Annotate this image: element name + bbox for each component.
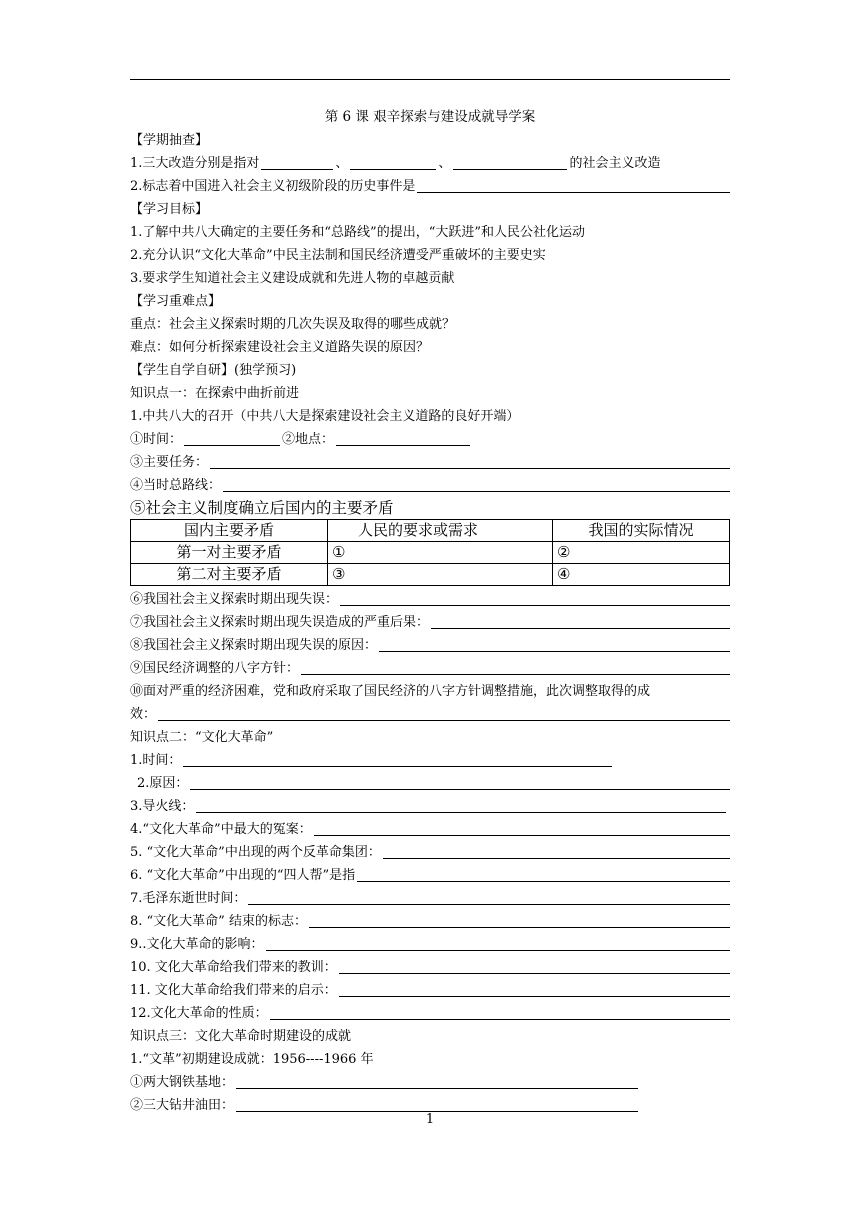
kp2-q12: 12.文化大革命的性质： [130,1000,730,1023]
section-review: 【学期抽查】 [130,133,209,148]
answer-blank[interactable] [158,703,730,721]
answer-blank[interactable] [190,772,730,790]
goal-3: 3.要求学生知道社会主义建设成就和先进人物的卓越贡献 [130,271,455,286]
answer-blank[interactable] [270,1002,730,1020]
table-row [131,564,730,586]
table-header: 人民的要求或需求 [328,520,553,542]
kp2-q6: 6. “文化大革命”中出现的“四人帮”是指 [130,862,730,885]
answer-blank[interactable] [383,841,730,859]
answer-blank[interactable] [184,428,280,446]
answer-blank[interactable] [339,979,730,997]
kp2-q4: 4.“文化大革命”中最大的冤案： [130,816,730,839]
answer-blank[interactable] [431,611,730,629]
kp2-q5: 5. “文化大革命”中出现的两个反革命集团： [130,839,730,862]
section-keypoints: 【学习重难点】 [130,294,222,309]
answer-blank[interactable] [266,933,730,951]
kp1-q8: ⑧我国社会主义探索时期出现失误的原因： [130,632,730,655]
table-cell[interactable]: ③ [328,564,553,586]
review-question-1: 1.三大改造分别是指对 、 、 的社会主义改造 [130,150,730,173]
table-header: 国内主要矛盾 [131,520,328,542]
kp2-q7: 7.毛泽东逝世时间： [130,885,730,908]
table-cell: 第一对主要矛盾 [131,542,328,564]
answer-blank[interactable] [339,956,730,974]
answer-blank[interactable] [336,428,470,446]
goal-1: 1.了解中共八大确定的主要任务和“总路线”的提出，“大跃进”和人民公社化运动 [130,225,585,240]
document-content [130,104,730,1115]
knowledge-point-3: 知识点三：文化大革命时期建设的成就 [130,1029,352,1044]
answer-blank[interactable] [379,634,730,652]
kp1-time-place: ①时间： ②地点： [130,426,730,449]
difficult-point: 难点：如何分析探索建设社会主义道路失误的原因？ [130,340,430,355]
document-page [130,0,730,1216]
answer-blank[interactable] [236,1071,638,1089]
answer-blank[interactable] [183,749,612,767]
review-question-2: 2.标志着中国进入社会主义初级阶段的历史事件是 [130,173,730,196]
answer-blank[interactable] [301,657,730,675]
goal-2: 2.充分认识“文化大革命”中民主法制和国民经济遭受严重破坏的主要史实 [130,248,546,263]
kp2-q2: 2.原因： [130,770,730,793]
kp3-item-1: 1.“文革”初期建设成就：1956----1966 年 [130,1052,374,1067]
answer-blank[interactable] [350,152,436,170]
contradiction-table [130,519,730,586]
answer-blank[interactable] [314,818,730,836]
answer-blank[interactable] [210,451,730,469]
table-header: 我国的实际情况 [553,520,730,542]
kp2-q10: 10. 文化大革命给我们带来的教训： [130,954,730,977]
kp1-task: ③主要任务： [130,449,730,472]
header-rule [130,79,730,80]
answer-blank[interactable] [309,910,730,928]
kp2-q1: 1.时间： [130,747,730,770]
kp1-general-line: ④当时总路线： [130,472,730,495]
answer-blank[interactable] [248,887,730,905]
answer-blank[interactable] [196,795,726,813]
kp2-q8: 8. “文化大革命” 结束的标志： [130,908,730,931]
answer-blank[interactable] [261,152,333,170]
kp2-q11: 11. 文化大革命给我们带来的启示： [130,977,730,1000]
kp1-contradiction-heading: ⑤社会主义制度确立后国内的主要矛盾 [130,499,394,517]
kp1-q10-cont: 效： [130,701,730,724]
table-row [131,542,730,564]
table-cell[interactable]: ① [328,542,553,564]
kp1-q9: ⑨国民经济调整的八字方针： [130,655,730,678]
table-cell[interactable]: ④ [553,564,730,586]
section-goals: 【学习目标】 [130,202,209,217]
table-header-row [131,520,730,542]
kp1-q6: ⑥我国社会主义探索时期出现失误： [130,586,730,609]
kp2-q9: 9..文化大革命的影响： [130,931,730,954]
table-cell[interactable]: ② [553,542,730,564]
kp1-q7: ⑦我国社会主义探索时期出现失误造成的严重后果： [130,609,730,632]
kp3-q2: ②三大钻井油田： [130,1092,730,1115]
kp1-q10: ⑩面对严重的经济困难，党和政府采取了国民经济的八字方针调整措施，此次调整取得的成 [130,684,651,699]
answer-blank[interactable] [453,152,567,170]
answer-blank[interactable] [223,474,730,492]
table-cell: 第二对主要矛盾 [131,564,328,586]
kp3-q1: ①两大钢铁基地： [130,1069,730,1092]
page-number: 1 [425,1112,435,1127]
key-point: 重点：社会主义探索时期的几次失误及取得的哪些成就？ [130,317,456,332]
answer-blank[interactable] [236,1094,638,1112]
kp1-item-1: 1.中共八大的召开（中共八大是探索建设社会主义道路的良好开端） [130,409,520,424]
answer-blank[interactable] [417,175,730,193]
section-selfstudy: 【学生自学自研】(独学预习) [130,363,297,378]
document-title: 第 6 课 艰辛探索与建设成就导学案 [324,109,536,125]
knowledge-point-1: 知识点一：在探索中曲折前进 [130,386,300,401]
kp2-q3: 3.导火线： [130,793,730,816]
knowledge-point-2: 知识点二：“文化大革命” [130,730,274,745]
answer-blank[interactable] [357,864,730,882]
answer-blank[interactable] [340,588,730,606]
